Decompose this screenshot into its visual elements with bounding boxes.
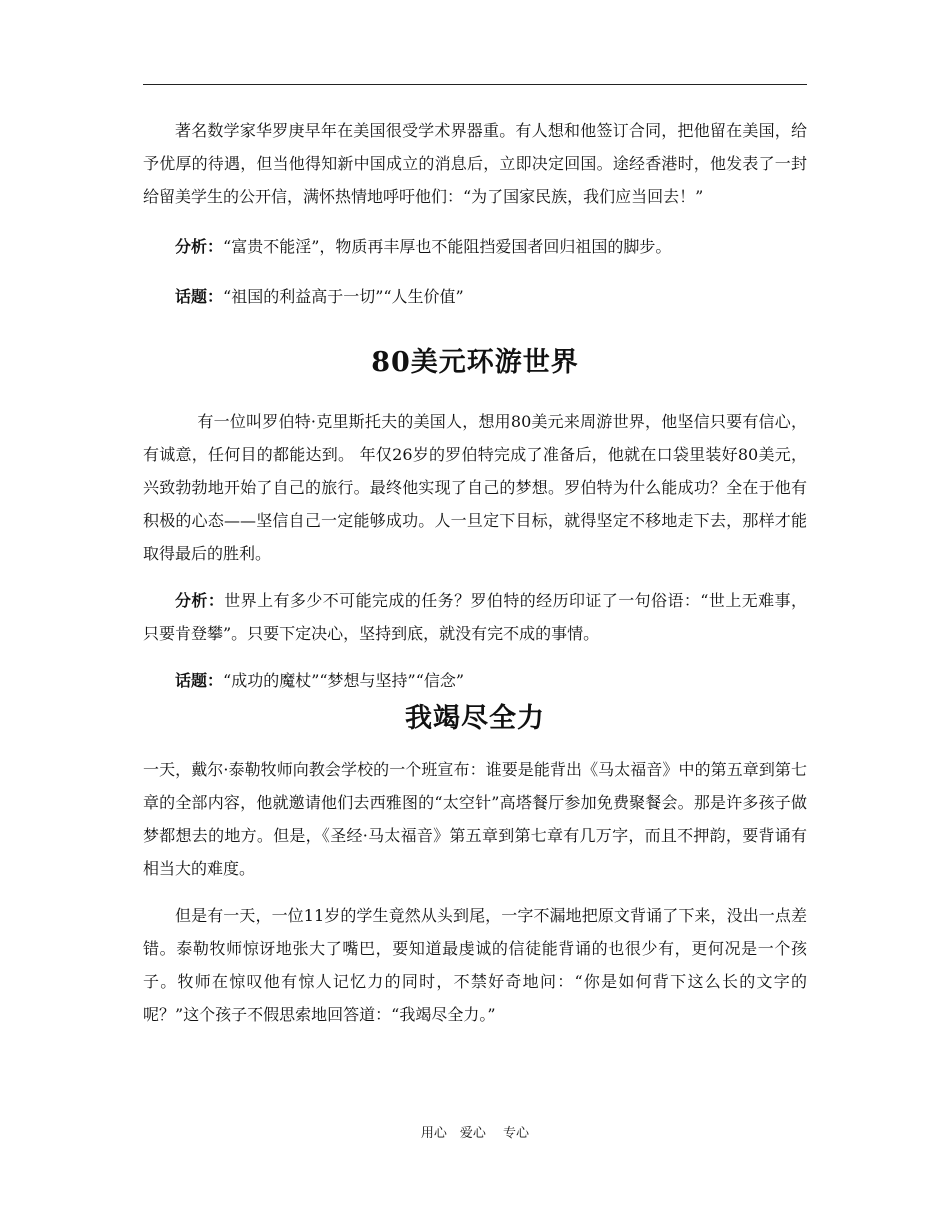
story3-title: 我竭尽全力 <box>405 703 545 734</box>
story1-topic-label: 话题： <box>175 287 224 306</box>
header-rule <box>143 84 807 85</box>
story1-analysis-label: 分析： <box>175 237 224 256</box>
story1-analysis-text: “富贵不能淫”，物质再丰厚也不能阻挡爱国者回归祖国的脚步。 <box>223 237 672 256</box>
story1-topic-text: “祖国的利益高于一切”“人生价值” <box>223 287 464 306</box>
story2-topic-text: “成功的魔杖”“梦想与坚持”“信念” <box>223 671 465 690</box>
story2-body: 有一位叫罗伯特·克里斯托夫的美国人，想用80美元来周游世界，他坚信只要有信心，有诚意，任何目的都能达到。 年仅26岁的罗伯特完成了准备后，他就在口袋里装好80美元，兴致勃勃地开始了自己的旅行。最终他实现了自己的梦想。罗伯特为什么能成功？全在于他有积极的心态——坚信自己一定能够成功。人一旦定下目标，就得坚定不移地走下去，那样才能取得最后的胜利。 <box>143 412 807 563</box>
story1-analysis <box>143 230 807 263</box>
story3-paragraph-1: 一天，戴尔·泰勒牧师向教会学校的一个班宣布：谁要是能背出《马太福音》中的第五章到第七章的全部内容，他就邀请他们去西雅图的“太空针”高塔餐厅参加免费聚餐会。那是许多孩子做梦都想去的地方。但是，《圣经·马太福音》第五章到第七章有几万字，而且不押韵，要背诵有相当大的难度。 <box>143 760 807 878</box>
story2-analysis-label: 分析： <box>175 591 225 610</box>
story1-body: 著名数学家华罗庚早年在美国很受学术界器重。有人想和他签订合同，把他留在美国，给予优厚的待遇，但当他得知新中国成立的消息后，立即决定回国。途经香港时，他发表了一封给留美学生的公开信，满怀热情地呼吁他们：“为了国家民族，我们应当回去！” <box>143 121 807 206</box>
story3-paragraph-2: 但是有一天，一位11岁的学生竟然从头到尾，一字不漏地把原文背诵了下来，没出一点差错。泰勒牧师惊讶地张大了嘴巴，要知道最虔诚的信徒能背诵的也很少有，更何况是一个孩子。牧师在惊叹他有惊人记忆力的同时，不禁好奇地问：“你是如何背下这么长的文字的呢？”这个孩子不假思索地回答道：“我竭尽全力。” <box>143 906 807 1024</box>
page-content <box>143 114 807 1031</box>
story2-topic <box>143 664 807 697</box>
page-footer: 用心 爱心 专心 <box>420 1126 530 1141</box>
story2-analysis <box>143 584 807 650</box>
story2-analysis-text: 世界上有多少不可能完成的任务？罗伯特的经历印证了一句俗语：“世上无难事，只要肯登攀”。只要下定决心，坚持到底，就没有完不成的事情。 <box>143 591 807 643</box>
story1-topic <box>143 280 807 313</box>
story2-topic-label: 话题： <box>175 671 224 690</box>
story2-title: 80美元环游世界 <box>371 347 579 378</box>
